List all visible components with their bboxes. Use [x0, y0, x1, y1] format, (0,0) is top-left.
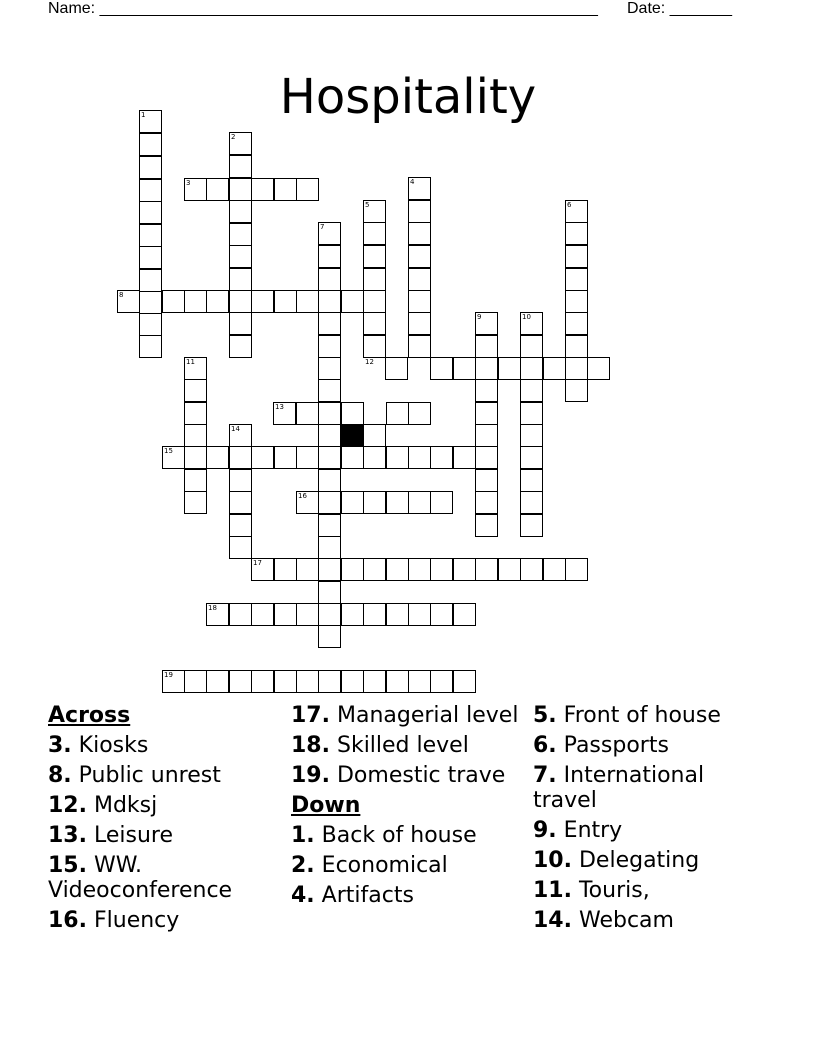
clue-text: Webcam — [578, 908, 674, 933]
grid-cell[interactable] — [565, 357, 588, 380]
clue-number-label: 6 — [567, 201, 572, 209]
grid-cell[interactable] — [229, 200, 252, 223]
grid-cell[interactable] — [408, 402, 431, 425]
clue-number-label: 12 — [365, 358, 374, 366]
grid-cell[interactable] — [318, 357, 341, 380]
grid-cell[interactable] — [341, 290, 364, 313]
grid-cell[interactable] — [543, 558, 566, 581]
grid-cell[interactable] — [498, 357, 521, 380]
clue-item — [533, 908, 773, 938]
date-field-label: Date: _______ — [627, 0, 732, 17]
grid-cell[interactable] — [363, 558, 386, 581]
grid-cell[interactable] — [229, 491, 252, 514]
clue-number: 7. — [533, 763, 557, 788]
grid-cell[interactable] — [587, 357, 610, 380]
clue-number-label: 8 — [119, 291, 124, 299]
grid-cell[interactable] — [453, 670, 476, 693]
grid-cell[interactable] — [296, 603, 319, 626]
grid-cell[interactable] — [139, 133, 162, 156]
grid-cell[interactable] — [453, 558, 476, 581]
clue-number-label: 16 — [298, 492, 307, 500]
grid-cell[interactable] — [543, 357, 566, 380]
grid-cell[interactable] — [430, 558, 453, 581]
clue-item — [291, 853, 531, 883]
clue-number: 14. — [533, 908, 572, 933]
grid-cell[interactable] — [184, 446, 207, 469]
grid-cell[interactable] — [408, 558, 431, 581]
clue-item — [291, 733, 531, 763]
grid-cell[interactable] — [318, 558, 341, 581]
grid-cell[interactable] — [475, 558, 498, 581]
grid-cell[interactable] — [296, 558, 319, 581]
grid-cell[interactable] — [251, 670, 274, 693]
clue-number-label: 11 — [186, 358, 195, 366]
grid-cell[interactable] — [341, 558, 364, 581]
clue-number-label: 9 — [477, 313, 482, 321]
grid-cell[interactable] — [318, 245, 341, 268]
grid-cell[interactable] — [274, 178, 297, 201]
grid-cell[interactable] — [229, 245, 252, 268]
clue-text: Entry — [563, 818, 623, 843]
grid-cell[interactable] — [565, 558, 588, 581]
grid-cell[interactable] — [341, 603, 364, 626]
grid-cell[interactable] — [520, 558, 543, 581]
grid-cell[interactable] — [430, 603, 453, 626]
clue-item — [533, 818, 773, 848]
grid-cell[interactable] — [251, 603, 274, 626]
grid-cell[interactable] — [363, 312, 386, 335]
grid-cell[interactable] — [430, 491, 453, 514]
clue-text: Mdksj — [93, 793, 158, 818]
clue-item — [533, 878, 773, 908]
grid-cell[interactable] — [318, 603, 341, 626]
grid-cell[interactable] — [430, 446, 453, 469]
grid-cell[interactable] — [453, 446, 476, 469]
clue-number-label: 10 — [522, 313, 531, 321]
grid-cell[interactable] — [475, 514, 498, 537]
grid-cell-black — [341, 424, 364, 447]
clue-text: Skilled level — [336, 733, 469, 758]
grid-cell[interactable] — [363, 290, 386, 313]
grid-cell[interactable] — [408, 335, 431, 358]
grid-cell[interactable] — [363, 491, 386, 514]
grid-cell[interactable] — [475, 357, 498, 380]
puzzle-title: Hospitality — [279, 69, 537, 126]
grid-cell[interactable] — [274, 603, 297, 626]
grid-cell[interactable] — [229, 223, 252, 246]
clue-item — [48, 733, 288, 763]
grid-cell[interactable] — [229, 469, 252, 492]
grid-cell[interactable] — [408, 222, 431, 245]
clue-text: Domestic trave — [336, 763, 506, 788]
grid-cell[interactable] — [386, 670, 409, 693]
grid-cell[interactable] — [363, 670, 386, 693]
clue-text: Front of house — [563, 703, 721, 728]
clue-number: 15. — [48, 853, 87, 878]
grid-cell[interactable] — [475, 335, 498, 358]
grid-cell[interactable] — [318, 514, 341, 537]
clue-item — [291, 763, 531, 793]
grid-cell[interactable] — [206, 446, 229, 469]
clue-item — [48, 793, 288, 823]
clue-number: 4. — [291, 883, 315, 908]
grid-cell[interactable] — [229, 335, 252, 358]
grid-cell[interactable] — [341, 402, 364, 425]
grid-cell[interactable] — [139, 335, 162, 358]
clue-number: 12. — [48, 793, 87, 818]
grid-cell[interactable] — [274, 446, 297, 469]
across-heading: Across — [48, 703, 131, 728]
clue-text: Artifacts — [321, 883, 414, 908]
down-clue-list — [291, 823, 531, 913]
clue-number-label: 7 — [320, 223, 325, 231]
grid-cell[interactable] — [139, 224, 162, 247]
clue-text: Delegating — [578, 848, 700, 873]
grid-cell[interactable] — [162, 290, 185, 313]
grid-cell[interactable] — [408, 200, 431, 223]
grid-cell[interactable] — [520, 357, 543, 380]
across-clue-list — [48, 733, 288, 938]
clue-number: 8. — [48, 763, 72, 788]
clue-item — [48, 908, 288, 938]
grid-cell[interactable] — [341, 491, 364, 514]
grid-cell[interactable] — [229, 290, 252, 313]
grid-cell[interactable] — [363, 245, 386, 268]
grid-cell[interactable] — [520, 424, 543, 447]
grid-cell[interactable] — [453, 357, 476, 380]
down-clue-list-continued — [533, 703, 773, 938]
clue-item — [48, 853, 288, 908]
grid-cell[interactable] — [229, 155, 252, 178]
grid-cell[interactable] — [139, 246, 162, 269]
grid-cell[interactable] — [475, 379, 498, 402]
grid-cell[interactable] — [318, 469, 341, 492]
grid-cell[interactable] — [408, 312, 431, 335]
grid-cell[interactable] — [229, 178, 252, 201]
grid-cell[interactable] — [408, 268, 431, 291]
grid-cell[interactable] — [430, 670, 453, 693]
grid-cell[interactable] — [139, 201, 162, 224]
grid-cell[interactable] — [475, 402, 498, 425]
grid-cell[interactable] — [341, 446, 364, 469]
grid-cell[interactable] — [318, 581, 341, 604]
grid-cell[interactable] — [184, 469, 207, 492]
clue-number-label: 4 — [410, 178, 415, 186]
grid-cell[interactable] — [251, 290, 274, 313]
grid-cell[interactable] — [475, 424, 498, 447]
grid-cell[interactable] — [565, 245, 588, 268]
grid-cell[interactable] — [386, 491, 409, 514]
grid-cell[interactable] — [520, 379, 543, 402]
grid-cell[interactable] — [318, 670, 341, 693]
clue-number-label: 1 — [141, 111, 146, 119]
grid-cell[interactable] — [363, 268, 386, 291]
grid-cell[interactable] — [229, 670, 252, 693]
grid-cell[interactable] — [520, 469, 543, 492]
grid-cell[interactable] — [363, 446, 386, 469]
clue-number-label: 14 — [231, 425, 240, 433]
grid-cell[interactable] — [296, 446, 319, 469]
clue-column-left — [48, 703, 288, 938]
grid-cell[interactable] — [475, 491, 498, 514]
grid-cell[interactable] — [229, 268, 252, 291]
clue-number-label: 15 — [164, 447, 173, 455]
grid-cell[interactable] — [274, 290, 297, 313]
grid-cell[interactable] — [296, 402, 319, 425]
clue-item — [533, 848, 773, 878]
grid-cell[interactable] — [318, 379, 341, 402]
grid-cell[interactable] — [229, 312, 252, 335]
grid-cell[interactable] — [139, 156, 162, 179]
grid-cell[interactable] — [274, 670, 297, 693]
grid-cell[interactable] — [184, 424, 207, 447]
grid-cell[interactable] — [318, 424, 341, 447]
grid-cell[interactable] — [565, 379, 588, 402]
grid-cell[interactable] — [206, 670, 229, 693]
grid-cell[interactable] — [475, 446, 498, 469]
grid-cell[interactable] — [565, 312, 588, 335]
grid-cell[interactable] — [363, 603, 386, 626]
grid-cell[interactable] — [408, 491, 431, 514]
clue-item — [533, 733, 773, 763]
grid-cell[interactable] — [318, 312, 341, 335]
grid-cell[interactable] — [318, 446, 341, 469]
clue-number: 18. — [291, 733, 330, 758]
grid-cell[interactable] — [296, 178, 319, 201]
across-clue-list-continued — [291, 703, 531, 793]
grid-cell[interactable] — [408, 446, 431, 469]
grid-cell[interactable] — [318, 625, 341, 648]
down-heading: Down — [291, 793, 361, 818]
grid-cell[interactable] — [139, 269, 162, 292]
grid-cell[interactable] — [318, 402, 341, 425]
grid-cell[interactable] — [363, 424, 386, 447]
grid-cell[interactable] — [386, 558, 409, 581]
grid-cell[interactable] — [363, 335, 386, 358]
grid-cell[interactable] — [139, 313, 162, 336]
clue-text: Passports — [563, 733, 669, 758]
clue-number: 17. — [291, 703, 330, 728]
clue-column-middle — [291, 703, 531, 913]
clue-number: 10. — [533, 848, 572, 873]
grid-cell[interactable] — [229, 514, 252, 537]
grid-cell[interactable] — [520, 402, 543, 425]
grid-cell[interactable] — [498, 558, 521, 581]
clue-number: 11. — [533, 878, 572, 903]
grid-cell[interactable] — [296, 670, 319, 693]
clue-column-right — [533, 703, 773, 938]
clue-number: 3. — [48, 733, 72, 758]
grid-cell[interactable] — [251, 178, 274, 201]
grid-cell[interactable] — [318, 290, 341, 313]
grid-cell[interactable] — [229, 536, 252, 559]
grid-cell[interactable] — [318, 268, 341, 291]
clue-text: Public unrest — [78, 763, 221, 788]
grid-cell[interactable] — [139, 179, 162, 202]
grid-cell[interactable] — [408, 603, 431, 626]
grid-cell[interactable] — [318, 491, 341, 514]
clue-item — [291, 883, 531, 913]
clue-number-label: 17 — [253, 559, 262, 567]
grid-cell[interactable] — [475, 469, 498, 492]
grid-cell[interactable] — [386, 402, 409, 425]
grid-cell[interactable] — [184, 670, 207, 693]
name-field-label: Name: ________________________________________________________ — [48, 0, 598, 17]
grid-cell[interactable] — [363, 222, 386, 245]
clue-text: International travel — [533, 763, 705, 813]
clue-number: 9. — [533, 818, 557, 843]
grid-cell[interactable] — [408, 245, 431, 268]
grid-cell[interactable] — [184, 290, 207, 313]
grid-cell[interactable] — [520, 514, 543, 537]
clue-text: Leisure — [93, 823, 174, 848]
clue-number-label: 19 — [164, 671, 173, 679]
clue-number-label: 13 — [275, 403, 284, 411]
clue-number: 13. — [48, 823, 87, 848]
grid-cell[interactable] — [520, 335, 543, 358]
grid-cell[interactable] — [408, 290, 431, 313]
grid-cell[interactable] — [565, 268, 588, 291]
grid-cell[interactable] — [274, 558, 297, 581]
grid-cell[interactable] — [184, 491, 207, 514]
clue-number-label: 3 — [186, 179, 191, 187]
grid-cell[interactable] — [184, 402, 207, 425]
clue-number: 19. — [291, 763, 330, 788]
clue-text: Back of house — [321, 823, 477, 848]
clue-text: Managerial level — [336, 703, 519, 728]
grid-cell[interactable] — [386, 603, 409, 626]
grid-cell[interactable] — [139, 291, 162, 314]
clue-number-label: 18 — [208, 604, 217, 612]
grid-cell[interactable] — [229, 603, 252, 626]
grid-cell[interactable] — [520, 446, 543, 469]
clue-number-label: 2 — [231, 133, 236, 141]
clue-text: Economical — [321, 853, 448, 878]
clue-item — [533, 763, 773, 818]
grid-cell[interactable] — [565, 335, 588, 358]
clue-text: Fluency — [93, 908, 180, 933]
grid-cell[interactable] — [251, 446, 274, 469]
grid-cell[interactable] — [296, 290, 319, 313]
clue-text: WW. Videoconference — [48, 853, 233, 903]
grid-cell[interactable] — [318, 335, 341, 358]
clue-number: 5. — [533, 703, 557, 728]
clue-number: 2. — [291, 853, 315, 878]
grid-cell[interactable] — [206, 178, 229, 201]
grid-cell[interactable] — [430, 357, 453, 380]
grid-cell[interactable] — [453, 603, 476, 626]
clue-item — [533, 703, 773, 733]
grid-cell[interactable] — [341, 670, 364, 693]
clue-item — [291, 823, 531, 853]
grid-cell[interactable] — [318, 536, 341, 559]
grid-cell[interactable] — [386, 446, 409, 469]
grid-cell[interactable] — [408, 670, 431, 693]
grid-cell[interactable] — [184, 379, 207, 402]
clue-item — [48, 763, 288, 793]
clue-item — [291, 703, 531, 733]
grid-cell[interactable] — [565, 290, 588, 313]
clue-number: 1. — [291, 823, 315, 848]
clue-number-label: 5 — [365, 201, 370, 209]
grid-cell[interactable] — [206, 290, 229, 313]
grid-cell[interactable] — [565, 222, 588, 245]
clue-item — [48, 823, 288, 853]
clue-number: 6. — [533, 733, 557, 758]
grid-cell[interactable] — [229, 446, 252, 469]
clue-text: Touris, — [578, 878, 650, 903]
grid-cell[interactable] — [385, 357, 408, 380]
grid-cell[interactable] — [520, 491, 543, 514]
clue-number: 16. — [48, 908, 87, 933]
clue-text: Kiosks — [78, 733, 149, 758]
